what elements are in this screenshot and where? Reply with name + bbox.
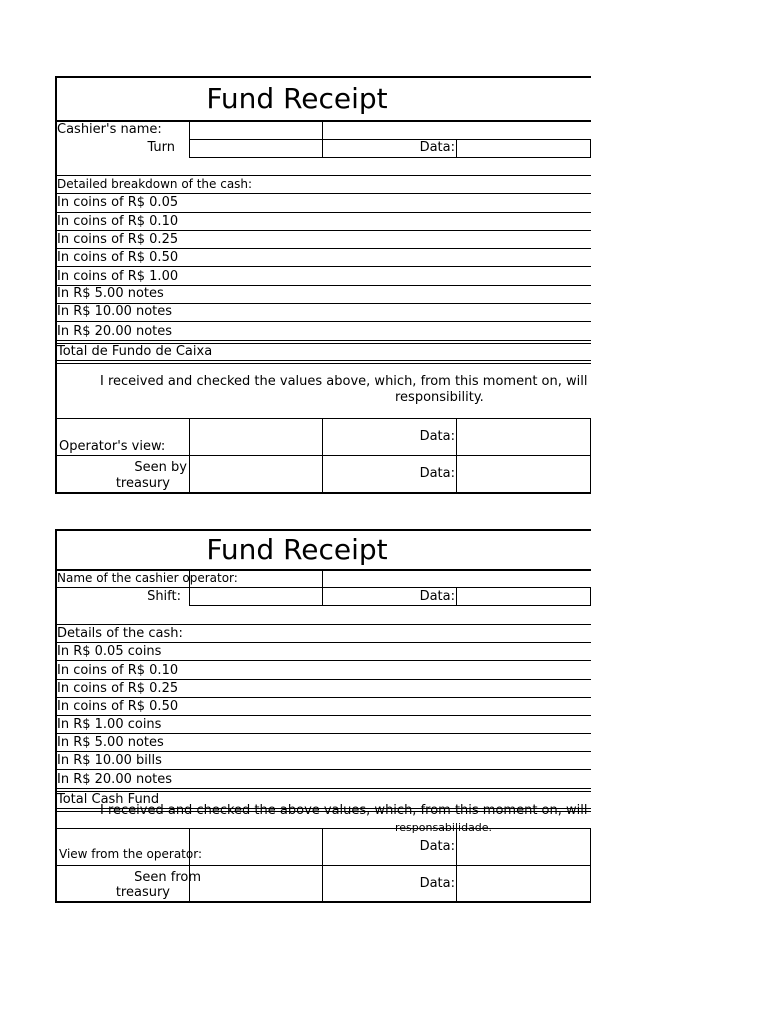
row-line — [55, 751, 591, 752]
treasury-label: Seen from — [134, 870, 201, 885]
row-line — [55, 697, 591, 698]
total-label: Total Cash Fund — [57, 792, 160, 807]
cashier-name-label: Cashier's name: — [57, 122, 162, 137]
row-line — [55, 340, 591, 341]
breakdown-divider — [55, 193, 591, 194]
treasury-label: Seen by — [134, 460, 187, 475]
row-line — [55, 788, 591, 789]
cash-row-label: In coins of R$ 0.10 — [57, 663, 179, 678]
breakdown-divider — [55, 642, 591, 643]
cashier-name-field-extra[interactable] — [322, 121, 591, 140]
treasury-date-field[interactable] — [456, 455, 591, 494]
bottom-border — [55, 901, 591, 903]
cashier-name-field[interactable] — [189, 121, 323, 140]
row-line — [55, 248, 591, 249]
cash-row-label: In coins of R$ 0.25 — [57, 681, 179, 696]
row-line — [55, 679, 591, 680]
treasury-label-2: treasury — [115, 476, 170, 491]
operator-signature-field[interactable] — [189, 418, 323, 456]
turn-label: Turn — [147, 140, 175, 155]
top-border — [55, 529, 591, 531]
turn-date-field[interactable] — [456, 139, 591, 158]
cash-row-label: In R$ 0.05 coins — [57, 644, 162, 659]
cash-row-label: In R$ 1.00 coins — [57, 717, 162, 732]
statement-text: I received and checked the above values, which, from this moment on, will — [100, 803, 588, 818]
row-line — [55, 715, 591, 716]
operator-date-field[interactable] — [456, 418, 591, 456]
cash-row-label: In coins of R$ 0.25 — [57, 232, 179, 247]
row-line — [55, 266, 591, 267]
total-line — [55, 360, 591, 361]
cash-row-label: In R$ 5.00 notes — [57, 735, 164, 750]
breakdown-label: Detailed breakdown of the cash: — [57, 177, 253, 191]
row-line — [55, 321, 591, 322]
treasury-label-2: treasury — [115, 885, 170, 900]
operator-date-label: Data: — [419, 429, 455, 444]
cash-row-label: In R$ 20.00 notes — [57, 772, 173, 787]
row-line — [55, 769, 591, 770]
cashier-name-label: Name of the cashier operator: — [57, 571, 238, 585]
statement-text-2: responsabilidade. — [395, 821, 493, 834]
form-title: Fund Receipt — [206, 82, 388, 115]
operator-view-label: Operator's view: — [59, 439, 166, 454]
top-border — [55, 76, 591, 78]
cash-row-label: In coins of R$ 0.10 — [57, 214, 179, 229]
row-line — [55, 733, 591, 734]
cell-divider — [189, 570, 190, 588]
cash-row-label: In coins of R$ 0.05 — [57, 195, 179, 210]
fund-receipt-form-2 — [55, 529, 591, 903]
operator-date-field[interactable] — [456, 828, 591, 866]
statement-text-2: responsibility. — [395, 390, 484, 405]
operator-view-label: View from the operator: — [59, 847, 202, 861]
fund-receipt-form-1 — [55, 76, 591, 494]
operator-date-label: Data: — [419, 839, 455, 854]
operator-signature-field[interactable] — [189, 828, 323, 866]
row-line — [55, 212, 591, 213]
date-label: Data: — [419, 589, 455, 604]
shift-label: Shift: — [147, 589, 181, 604]
treasury-date-label: Data: — [419, 466, 455, 481]
shift-date-field[interactable] — [456, 587, 591, 606]
total-label: Total de Fundo de Caixa — [57, 344, 213, 359]
breakdown-top-line — [55, 175, 591, 176]
cash-row-label: In coins of R$ 0.50 — [57, 250, 179, 265]
breakdown-top-line — [55, 624, 591, 625]
cash-row-label: In R$ 10.00 bills — [57, 753, 162, 768]
cash-row-label: In R$ 10.00 notes — [57, 304, 173, 319]
cash-row-label: In R$ 20.00 notes — [57, 324, 173, 339]
form-title: Fund Receipt — [206, 533, 388, 566]
cash-row-label: In R$ 5.00 notes — [57, 286, 164, 301]
row-line — [55, 230, 591, 231]
treasury-signature-field[interactable] — [189, 865, 323, 903]
turn-field[interactable] — [189, 139, 323, 158]
cash-row-label: In coins of R$ 1.00 — [57, 269, 179, 284]
breakdown-label: Details of the cash: — [57, 626, 183, 641]
bottom-border — [55, 492, 591, 494]
shift-field[interactable] — [189, 587, 323, 606]
row-line — [55, 660, 591, 661]
statement-text: I received and checked the values above, which, from this moment on, will — [100, 374, 588, 389]
total-line — [55, 363, 591, 364]
cell-divider — [322, 570, 323, 588]
treasury-date-label: Data: — [419, 876, 455, 891]
treasury-date-field[interactable] — [456, 865, 591, 903]
cash-row-label: In coins of R$ 0.50 — [57, 699, 179, 714]
date-label: Data: — [419, 140, 455, 155]
treasury-signature-field[interactable] — [189, 455, 323, 494]
